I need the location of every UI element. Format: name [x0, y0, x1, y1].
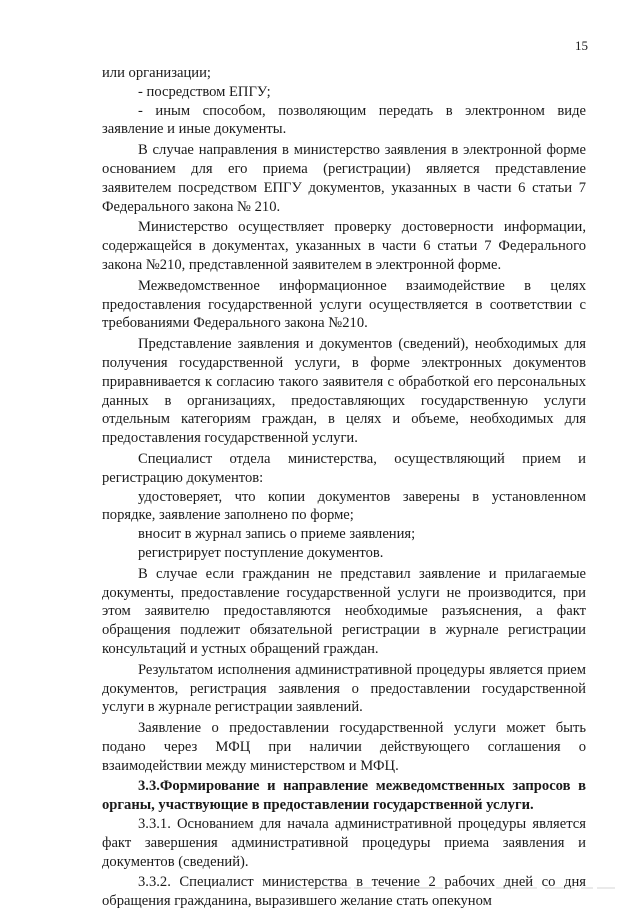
page-number: 15: [575, 38, 588, 53]
paragraph: регистрирует поступление документов.: [138, 544, 384, 561]
section-heading: 3.3.Формирование и направление межведомственных запросов в органы, участвующие в предоставлении государственной услуги.: [102, 778, 586, 814]
paragraph: Результатом исполнения административной процедуры является прием документов, регистрация заявления о предоставлении государственной услуги в журнале регистрации заявлений.: [102, 661, 586, 716]
paragraph: удостоверяет, что копии документов заверены в установленном порядке, заявление заполнено по форме;: [102, 488, 586, 524]
document-body: [102, 64, 586, 911]
paragraph: Представление заявления и документов (сведений), необходимых для получения государственной услуги, в форме электронных документов приравнивается к согласию такого заявителя с обработкой его персональных данных в организациях, предоставляющих государственную услуги отдельным категориям граждан, в целях и объеме, необходимых для предоставления государственной услуги.: [102, 336, 586, 447]
paragraph: Специалист отдела министерства, осуществляющий прием и регистрацию документов:: [102, 450, 586, 486]
paragraph: В случае направления в министерство заявления в электронной форме основанием для его приема (регистрации) является представление заявителем посредством ЕПГУ документов, указанных в части 6 статьи 7 Федерального закона № 210.: [102, 142, 586, 215]
paragraph: Министерство осуществляет проверку достоверности информации, содержащейся в документах, указанных в части 6 статьи 7 Федерального закона №210, представленной заявителем в электронной форме.: [102, 219, 586, 273]
paragraph: Межведомственное информационное взаимодействие в целях предоставления государственной услуги осуществляется в соответствии с требованиями Федерального закона №210.: [102, 277, 586, 332]
paragraph: - посредством ЕПГУ;: [138, 83, 271, 100]
paragraph: 3.3.2. Специалист министерства в течение 2 рабочих дней со дня обращения гражданина, выразившего желание стать опекуном: [102, 874, 586, 910]
scan-artifact-lines: [285, 884, 615, 892]
paragraph: или организации;: [102, 65, 211, 81]
paragraph: вносит в журнал запись о приеме заявления;: [138, 526, 416, 543]
paragraph: Заявление о предоставлении государственной услуги может быть подано через МФЦ при наличии действующего соглашения о взаимодействии между министерством и МФЦ.: [102, 720, 586, 774]
paragraph: В случае если гражданин не представил заявление и прилагаемые документы, предоставление государственной услуги не производится, при этом заявителю предоставляются необходимые разъяснения, а факт обращения подлежит обязательной регистрации в журнале регистрации консультаций и устных обращений граждан.: [102, 565, 586, 657]
paragraph: 3.3.1. Основанием для начала административной процедуры является факт завершения административной процедуры приема заявления и документов (сведений).: [102, 816, 586, 870]
paragraph: - иным способом, позволяющим передать в электронном виде заявление и иные документы.: [102, 102, 586, 138]
